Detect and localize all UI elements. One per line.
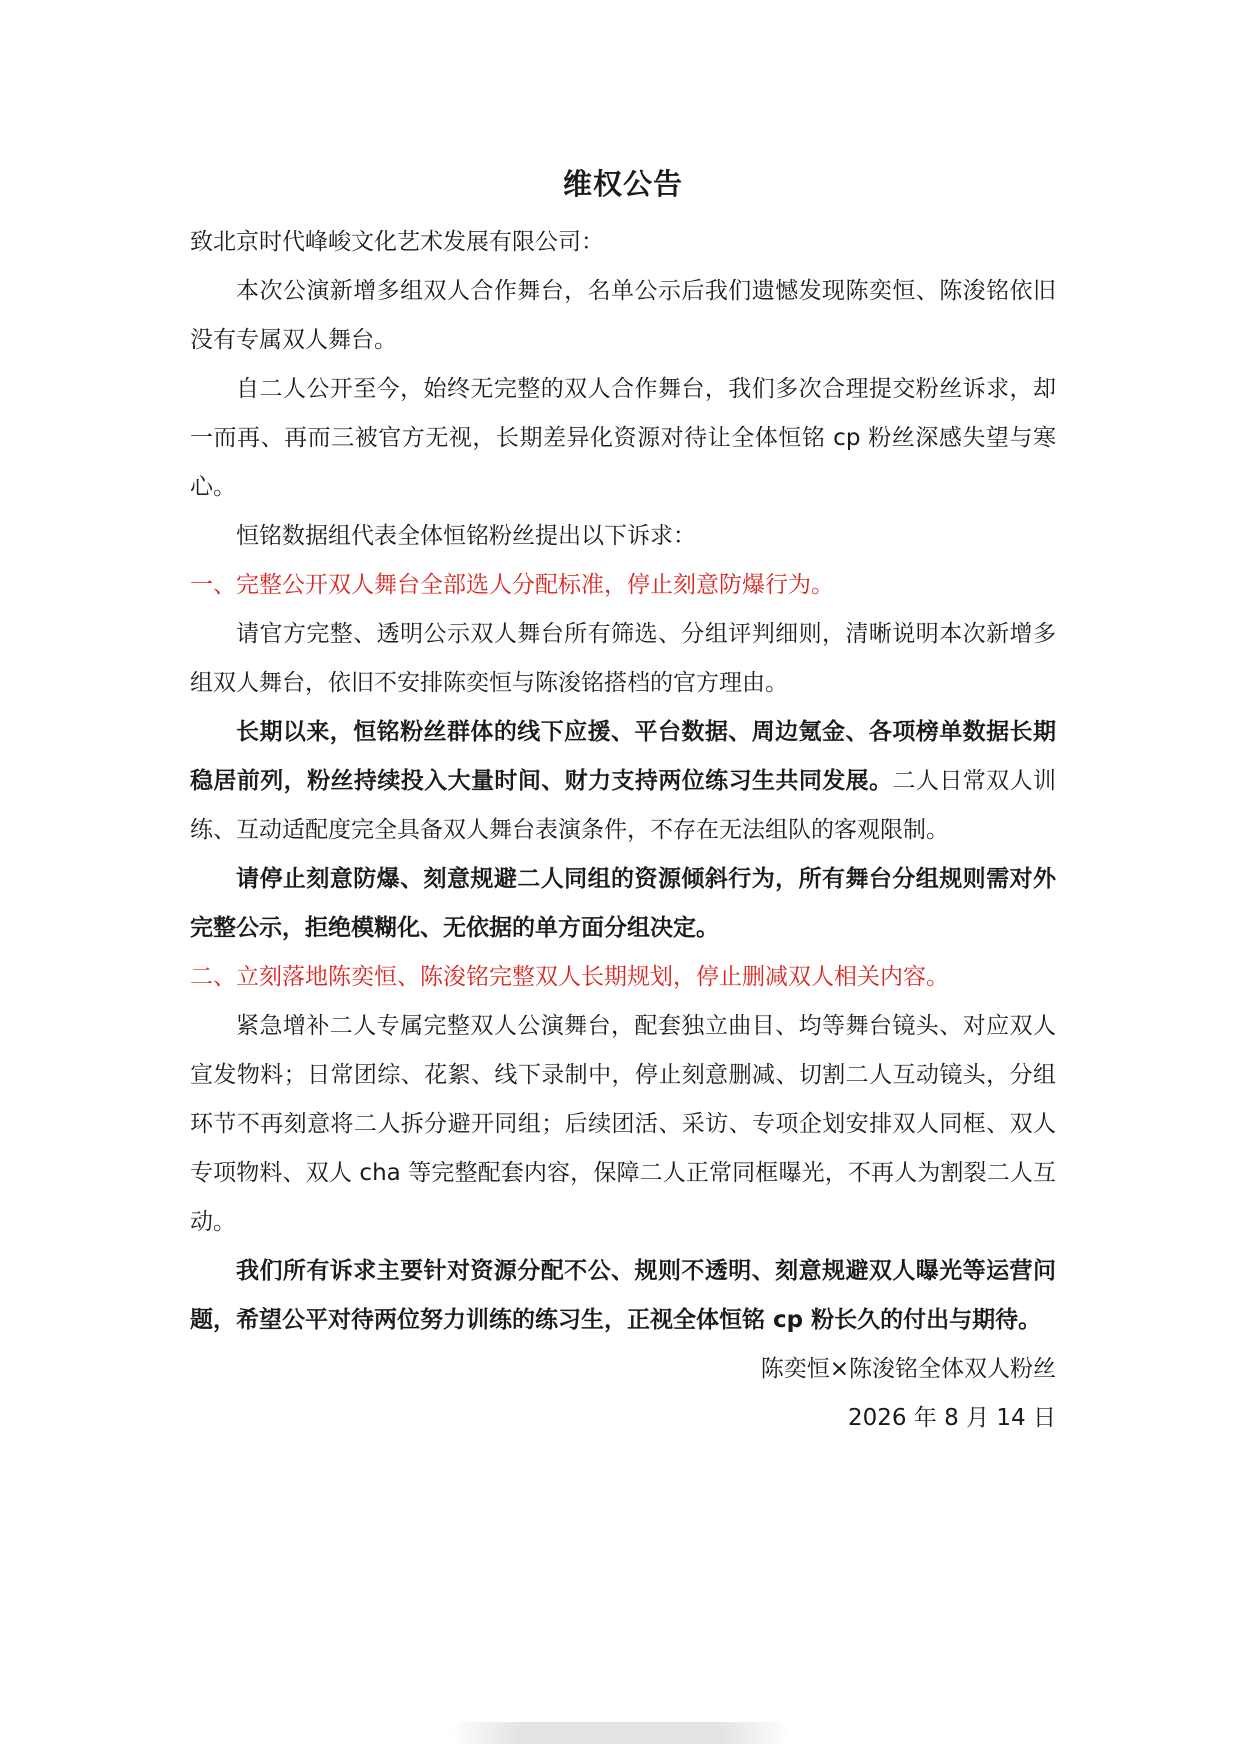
closing-paragraph: 我们所有诉求主要针对资源分配不公、规则不透明、刻意规避双人曝光等运营问题，希望公平对待两位努力训练的练习生，正视全体恒铭 cp 粉长久的付出与期待。 [190, 1258, 1056, 1333]
demand-2-heading: 二、立刻落地陈奕恒、陈浚铭完整双人长期规划，停止删减双人相关内容。 [190, 964, 949, 990]
addressee-line: 致北京时代峰峻文化艺术发展有限公司： [190, 229, 604, 255]
paragraph-demands-lead: 恒铭数据组代表全体恒铭粉丝提出以下诉求： [236, 523, 696, 549]
demand-1-support-paragraph [190, 708, 1056, 855]
notice-document [190, 160, 1056, 1443]
paragraph-intro: 本次公演新增多组双人合作舞台，名单公示后我们遗憾发现陈奕恒、陈浚铭依旧没有专属双人舞台。 [190, 278, 1056, 353]
demand-1-bold-text: 长期以来，恒铭粉丝群体的线下应援、平台数据、周边氪金、各项榜单数据长期稳居前列，粉丝持续投入大量时间、财力支持两位练习生共同发展。 [190, 719, 1056, 794]
demand-1-normal-text: 二人日常双人训练、互动适配度完全具备双人舞台表演条件，不存在无法组队的客观限制。 [190, 768, 1057, 843]
watermark-bar [450, 1722, 790, 1744]
notice-title: 维权公告 [562, 167, 683, 201]
demand-1-bold-request: 请停止刻意防爆、刻意规避二人同组的资源倾斜行为，所有舞台分组规则需对外完整公示，拒绝模糊化、无依据的单方面分组决定。 [190, 866, 1056, 941]
date-line: 2026 年 8 月 14 日 [848, 1405, 1056, 1431]
demand-1-body: 请官方完整、透明公示双人舞台所有筛选、分组评判细则，清晰说明本次新增多组双人舞台，依旧不安排陈奕恒与陈浚铭搭档的官方理由。 [190, 621, 1056, 696]
demand-1-heading: 一、完整公开双人舞台全部选人分配标准，停止刻意防爆行为。 [190, 572, 834, 598]
paragraph-background: 自二人公开至今，始终无完整的双人合作舞台，我们多次合理提交粉丝诉求，却一而再、再而三被官方无视，长期差异化资源对待让全体恒铭 cp 粉丝深感失望与寒心。 [190, 376, 1056, 500]
demand-2-body: 紧急增补二人专属完整双人公演舞台，配套独立曲目、均等舞台镜头、对应双人宣发物料；日常团综、花絮、线下录制中，停止刻意删减、切割二人互动镜头，分组环节不再刻意将二人拆分避开同组；后续团活、采访、专项企划安排双人同框、双人专项物料、双人 cha 等完整配套内容，保障二人正常同框曝光，不再人为割裂二人互动。 [190, 1013, 1056, 1235]
signature-line: 陈奕恒×陈浚铭全体双人粉丝 [760, 1356, 1056, 1382]
